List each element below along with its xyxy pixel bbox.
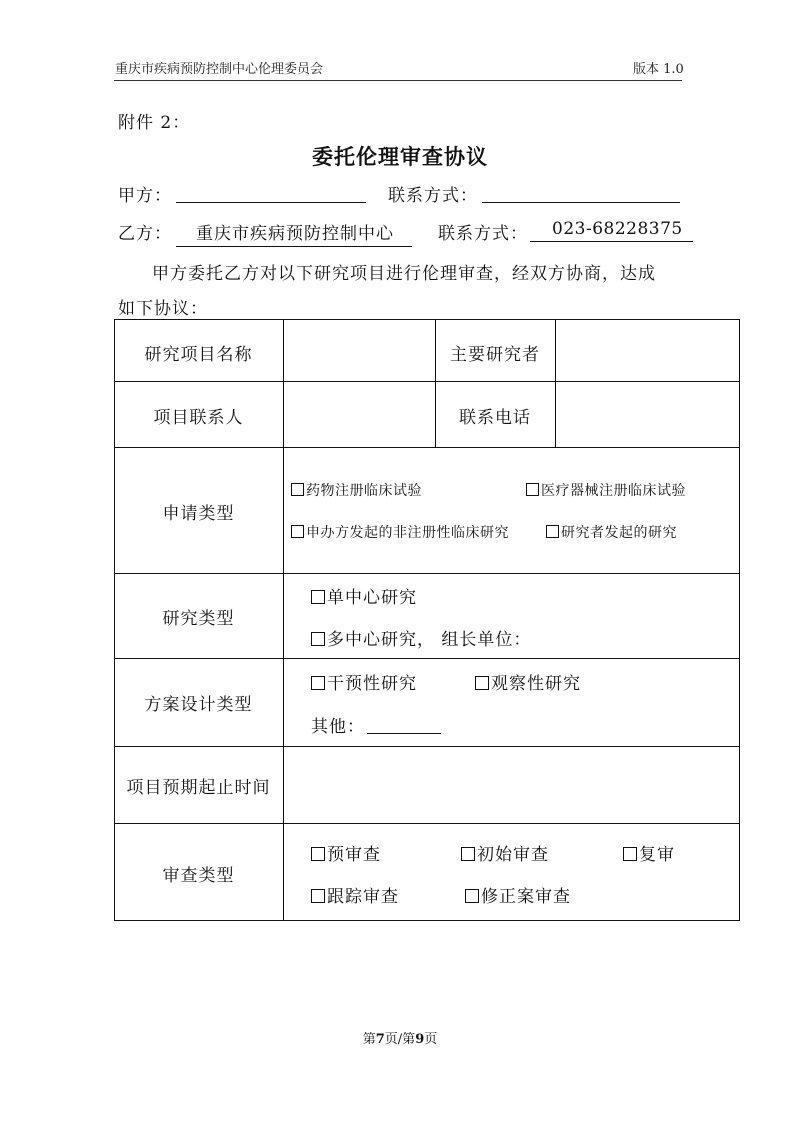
header-version: 版本 1.0 [633, 62, 684, 77]
header-divider [114, 80, 682, 81]
study-option-multi-center[interactable]: 多中心研究， 组长单位： [311, 625, 531, 650]
study-option-single-center[interactable]: 单中心研究 [311, 583, 417, 608]
intro-line-1: 甲方委托乙方对以下研究项目进行伦理审查，经双方协商，达成 [152, 264, 656, 284]
checkbox-icon [291, 525, 304, 538]
checkbox-icon [526, 483, 539, 496]
checkbox-icon [461, 847, 475, 861]
principal-investigator-input[interactable] [556, 320, 739, 381]
checkbox-icon [311, 590, 325, 604]
project-name-input[interactable] [284, 320, 435, 381]
design-other-input[interactable] [367, 733, 441, 734]
table-border-right [739, 319, 740, 921]
design-type-label: 方案设计类型 [144, 695, 253, 715]
application-option-drug-trial[interactable]: 药物注册临床试验 [291, 480, 422, 500]
review-option-tracking-review[interactable]: 跟踪审查 [311, 882, 399, 907]
party-b-contact-label: 联系方式： [438, 224, 528, 244]
table-row-divider [114, 658, 740, 659]
page-number: 7 [375, 1032, 385, 1047]
party-a-field[interactable] [176, 202, 366, 203]
review-option-initial-review[interactable]: 初始审查 [461, 840, 549, 865]
contact-person-input[interactable] [284, 382, 435, 447]
review-type-label: 审查类型 [162, 866, 235, 886]
checkbox-icon [465, 889, 479, 903]
checkbox-icon [623, 847, 637, 861]
table-row-divider [114, 573, 740, 574]
checkbox-icon [311, 847, 325, 861]
application-option-sponsor-study[interactable]: 申办方发起的非注册性临床研究 [291, 522, 509, 542]
party-a-label: 甲方： [118, 186, 172, 206]
project-period-label: 项目预期起止时间 [126, 778, 271, 798]
contact-person-label: 项目联系人 [153, 408, 244, 428]
document-title: 委托伦理审查协议 [312, 144, 488, 169]
checkbox-icon [311, 632, 325, 646]
party-b-name: 重庆市疾病预防控制中心 [176, 224, 412, 247]
application-type-label: 申请类型 [162, 504, 235, 524]
contact-phone-input[interactable] [556, 382, 739, 447]
table-row-divider [114, 447, 740, 448]
page-footer: 第7页/第9页 [362, 1032, 438, 1047]
party-b-label: 乙方： [118, 224, 172, 244]
design-option-observational[interactable]: 观察性研究 [475, 669, 581, 694]
header-org: 重庆市疾病预防控制中心伦理委员会 [115, 62, 324, 77]
checkbox-icon [546, 525, 559, 538]
design-option-interventional[interactable]: 干预性研究 [311, 669, 417, 694]
agreement-table [114, 319, 740, 921]
checkbox-icon [311, 889, 325, 903]
checkbox-icon [311, 676, 325, 690]
application-option-investigator-study[interactable]: 研究者发起的研究 [546, 522, 677, 542]
table-row-divider [114, 823, 740, 824]
application-option-device-trial[interactable]: 医疗器械注册临床试验 [526, 480, 686, 500]
attachment-label: 附件 2： [118, 113, 191, 133]
design-option-other[interactable]: 其他： [311, 712, 441, 737]
checkbox-icon [291, 483, 304, 496]
review-option-re-review[interactable]: 复审 [623, 840, 675, 865]
party-a-contact-label: 联系方式： [388, 186, 478, 206]
party-b-contact-value: 023-68228375 [530, 219, 693, 242]
study-type-label: 研究类型 [162, 609, 235, 629]
contact-phone-label: 联系电话 [459, 408, 531, 428]
review-option-amendment-review[interactable]: 修正案审查 [465, 882, 571, 907]
intro-line-2: 如下协议： [118, 299, 208, 319]
total-pages: 9 [415, 1032, 425, 1047]
project-period-input[interactable] [284, 747, 739, 823]
table-border-bottom [114, 920, 740, 921]
party-a-contact-field[interactable] [482, 202, 680, 203]
review-option-pre-review[interactable]: 预审查 [311, 840, 381, 865]
principal-investigator-label: 主要研究者 [450, 345, 540, 365]
checkbox-icon [475, 676, 489, 690]
project-name-label: 研究项目名称 [144, 345, 253, 365]
